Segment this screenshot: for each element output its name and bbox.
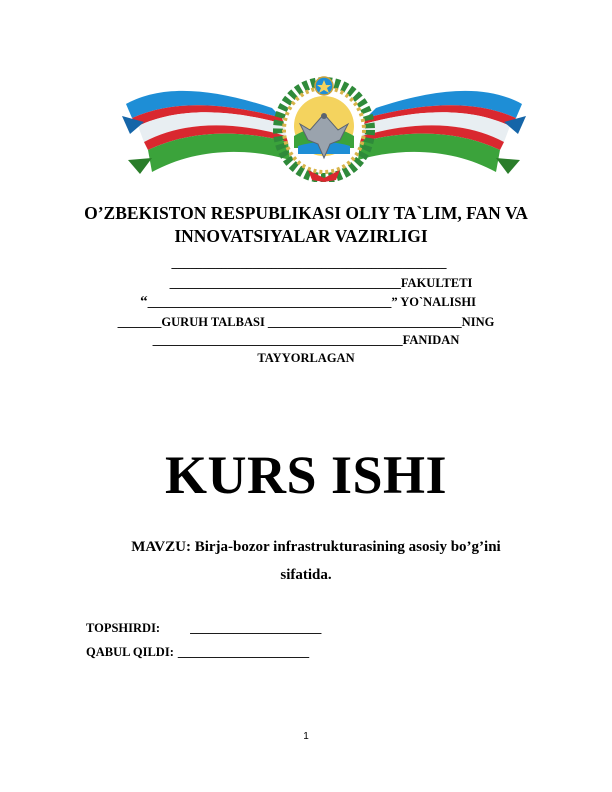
crescent-star [315, 77, 333, 95]
prepared-label: TAYYORLAGAN [257, 351, 355, 365]
document-title: KURS ISHI [164, 445, 448, 505]
direction-blank: _______________________________________ [147, 295, 392, 309]
accepted-row [86, 645, 309, 660]
accepted-label: QABUL QILDI: [86, 645, 174, 659]
submitted-label: TOPSHIRDI: [86, 621, 161, 635]
direction-line [2, 294, 612, 311]
submitted-signature-blank: _____________________ [190, 621, 322, 635]
blank-line: ____________________________________________ [171, 256, 447, 270]
accepted-signature-blank: _____________________ [177, 645, 310, 659]
group-leader-line: _______GURUH TALBASI _______________________________NING [117, 315, 495, 329]
ministry-name-line2: INNOVATSIYALAR VAZIRLIGI [174, 226, 428, 246]
topic-line1: MAVZU: Birja-bozor infrastrukturasining asosiy bo’g’ini [131, 539, 501, 555]
faculty-line: _____________________________________FAKULTETI [169, 276, 473, 290]
direction-label: ” YO`NALISHI [391, 295, 476, 309]
topic-line2: sifatida. [280, 567, 332, 583]
submitted-row [86, 621, 321, 636]
subject-line: ________________________________________FANIDAN [152, 333, 460, 347]
right-flag-ribbon [358, 91, 526, 174]
ministry-name-line1: O’ZBEKISTON RESPUBLIKASI OLIY TA`LIM, FAN VA [84, 203, 528, 223]
open-quote: “ [140, 294, 148, 310]
uzbekistan-state-emblem-icon [122, 74, 526, 182]
left-flag-ribbon [122, 91, 290, 174]
page-number: 1 [303, 731, 309, 742]
